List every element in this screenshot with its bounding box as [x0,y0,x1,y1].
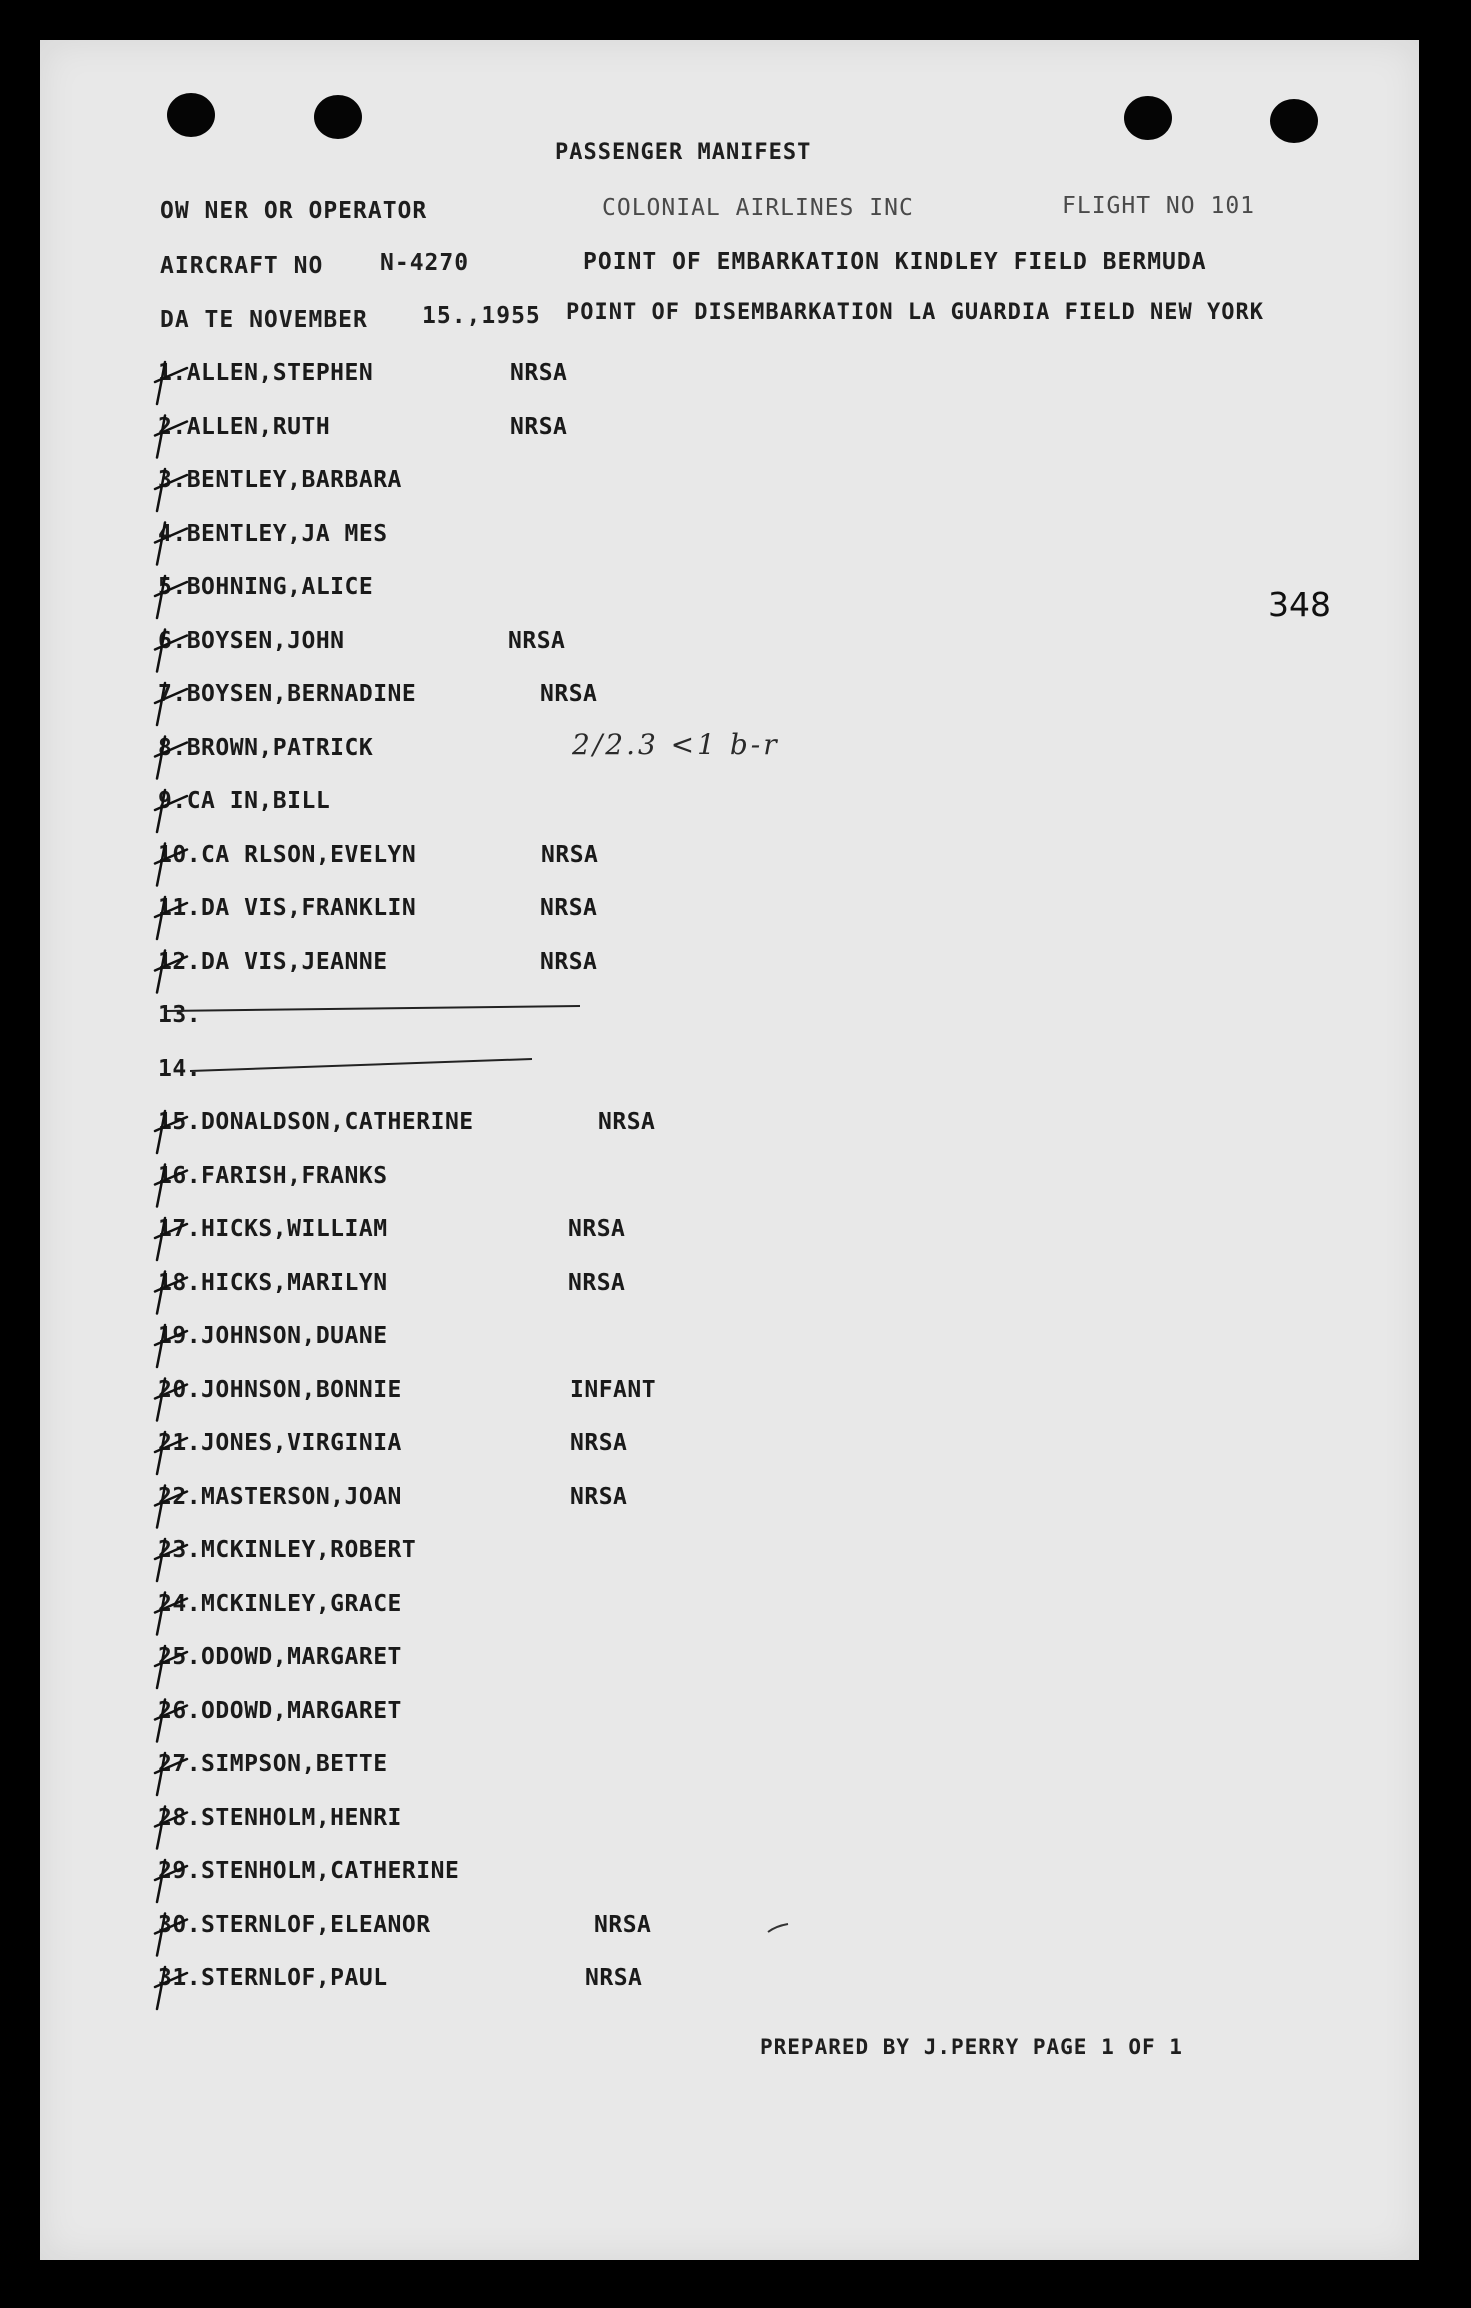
passenger-status: NRSA [540,895,598,921]
check-mark [155,1218,187,1260]
passenger-name: 5.BOHNING,ALICE [158,574,374,600]
check-mark [155,1967,187,2009]
check-mark [155,1486,187,1528]
passenger-name: 30.STERNLOF,ELEANOR [158,1911,431,1938]
passenger-name: 27.SIMPSON,BETTE [158,1751,388,1777]
check-mark [155,416,187,458]
passenger-name: 10.CA RLSON,EVELYN [158,841,417,868]
check-mark [155,576,187,618]
check-mark [155,1272,187,1314]
passenger-status: NRSA [568,1216,626,1242]
check-mark [155,1753,187,1795]
check-mark [155,1539,187,1581]
passenger-name: 21.JONES,VIRGINIA [158,1430,402,1456]
passenger-name: 3.BENTLEY,BARBARA [158,467,402,493]
aircraft-label: AIRCRAFT NO [160,253,324,279]
check-mark [155,362,187,404]
passenger-name: 29.STENHOLM,CATHERINE [158,1858,460,1884]
passenger-status: NRSA [540,681,598,707]
passenger-status: NRSA [510,413,568,440]
passenger-name: 19.JOHNSON,DUANE [158,1323,388,1349]
passenger-name: 28.STENHOLM,HENRI [158,1804,402,1831]
check-mark [155,790,187,832]
check-mark [155,1593,187,1635]
passenger-status: INFANT [570,1376,657,1403]
embarkation-point: POINT OF EMBARKATION KINDLEY FIELD BERMUDA [583,249,1207,275]
passenger-name: 7.BOYSEN,BERNADINE [158,681,417,707]
passenger-status: NRSA [510,360,568,386]
passenger-name: 18.HICKS,MARILYN [158,1269,388,1296]
disembarkation-point: POINT OF DISEMBARKATION LA GUARDIA FIELD NEW YORK [566,300,1265,325]
passenger-name: 23.MCKINLEY,ROBERT [158,1537,417,1563]
manifest-title: PASSENGER MANIFEST [555,140,812,165]
passenger-name: 31.STERNLOF,PAUL [158,1965,388,1991]
passenger-name: 4.BENTLEY,JA MES [158,520,388,547]
check-mark [155,737,187,779]
passenger-status: NRSA [570,1430,628,1456]
passenger-status: NRSA [540,948,598,975]
date-value: 15.,1955 [422,303,541,329]
passenger-name: 12.DA VIS,JEANNE [158,948,388,975]
handwritten-note: 2/2.3 <1 b-r [572,728,780,761]
check-mark [155,1807,187,1849]
aircraft-number: N-4270 [380,250,470,276]
check-mark [155,683,187,725]
date-label: DA TE NOVEMBER [160,307,368,333]
passenger-name: 8.BROWN,PATRICK [158,734,374,761]
passenger-name: 13. [158,1002,202,1028]
check-mark [155,469,187,511]
check-mark [155,1432,187,1474]
check-mark [155,897,187,939]
strike-line-14 [190,1059,532,1071]
passenger-name: 16.FARISH,FRANKS [158,1162,388,1189]
check-mark [155,1325,187,1367]
passenger-status: NRSA [568,1269,626,1296]
check-mark [155,523,187,565]
passenger-status: NRSA [508,627,566,654]
passenger-name: 11.DA VIS,FRANKLIN [158,895,417,921]
owner-value: COLONIAL AIRLINES INC [602,195,914,221]
passenger-name: 9.CA IN,BILL [158,788,331,814]
check-mark [155,844,187,886]
check-mark [155,1700,187,1742]
check-mark [155,1111,187,1153]
stray-mark [768,1924,788,1932]
passenger-name: 22.MASTERSON,JOAN [158,1483,402,1510]
check-mark [155,1646,187,1688]
strike-line-13 [165,1006,580,1011]
check-mark [155,1914,187,1956]
page-number: 348 [1268,585,1331,624]
passenger-status: NRSA [594,1911,652,1938]
owner-label: OW NER OR OPERATOR [160,198,428,224]
passenger-name: 14. [158,1055,202,1082]
passenger-name: 26.ODOWD,MARGARET [158,1697,402,1724]
prepared-by-footer: PREPARED BY J.PERRY PAGE 1 OF 1 [760,2035,1183,2059]
check-mark [155,630,187,672]
check-mark [155,951,187,993]
flight-number: FLIGHT NO 101 [1062,193,1256,219]
passenger-status: NRSA [541,841,599,868]
passenger-name: 24.MCKINLEY,GRACE [158,1590,402,1617]
check-mark [155,1860,187,1902]
passenger-name: 6.BOYSEN,JOHN [158,627,345,654]
check-mark [155,1379,187,1421]
passenger-name: 15.DONALDSON,CATHERINE [158,1109,474,1135]
passenger-status: NRSA [585,1965,643,1991]
passenger-name: 1.ALLEN,STEPHEN [158,360,374,386]
passenger-name: 20.JOHNSON,BONNIE [158,1376,402,1403]
passenger-name: 17.HICKS,WILLIAM [158,1216,388,1242]
passenger-name: 25.ODOWD,MARGARET [158,1644,402,1670]
check-mark [155,1165,187,1207]
passenger-name: 2.ALLEN,RUTH [158,413,331,440]
passenger-status: NRSA [598,1109,656,1135]
passenger-status: NRSA [570,1483,628,1510]
